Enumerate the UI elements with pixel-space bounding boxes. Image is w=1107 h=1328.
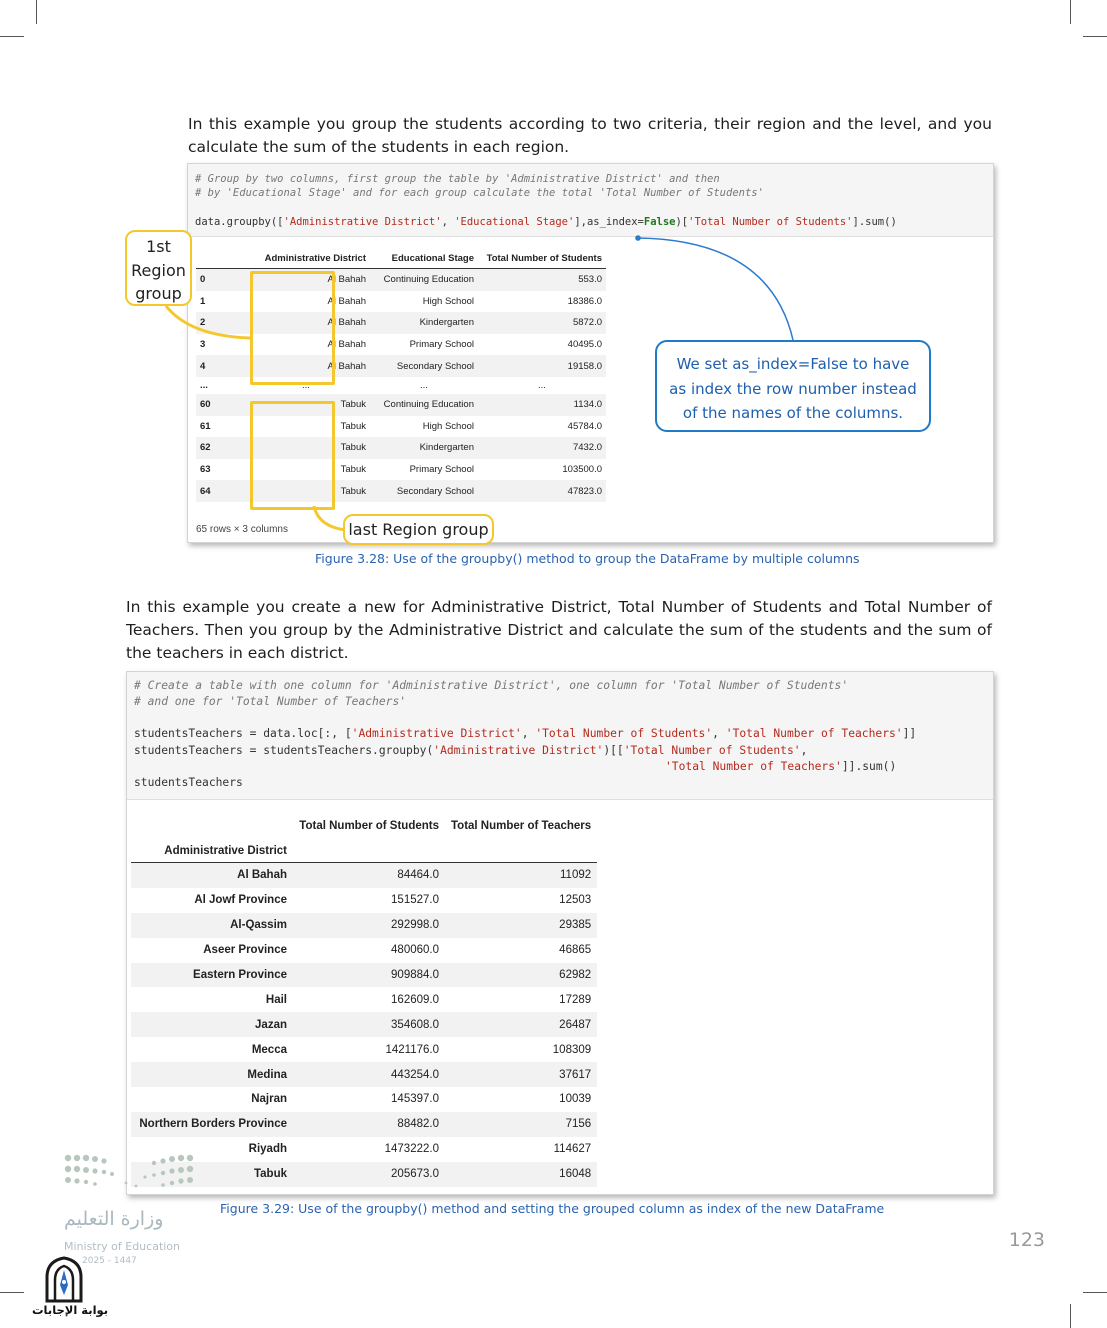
district-name-cell: Najran <box>251 1093 287 1106</box>
row-index: 62 <box>196 437 242 459</box>
stage-cell: Secondary School <box>370 355 478 377</box>
code-cell-2 <box>127 672 993 800</box>
district-cell: ... <box>302 379 310 391</box>
district-name-cell: Hail <box>265 993 287 1006</box>
district-name-cell: Al Bahah <box>131 863 293 888</box>
column-header: Total Number of Teachers <box>451 820 592 832</box>
teachers-cell: 7156 <box>445 1112 597 1137</box>
column-header: Administrative District <box>242 248 370 269</box>
teachers-cell: 108309 <box>552 1043 592 1056</box>
code-comment: # Group by two columns, first group the table by 'Administrative District' and then <box>195 173 720 185</box>
row-index: 61 <box>200 420 211 432</box>
code-comment: # and one for 'Total Number of Teachers' <box>134 695 407 708</box>
district-name-cell: Tabuk <box>131 1162 293 1187</box>
teachers-cell: 12503 <box>559 894 592 907</box>
stage-cell: Continuing Education <box>370 394 478 416</box>
table-row <box>131 863 597 888</box>
stage-cell: ... <box>420 379 428 391</box>
table-header-row <box>131 812 597 840</box>
students-cell: 40495.0 <box>567 339 602 351</box>
teachers-cell: 17289 <box>559 993 592 1006</box>
code-line: studentsTeachers <box>134 776 243 789</box>
teachers-cell: 26487 <box>445 1012 597 1037</box>
district-cell: Al Bahah <box>327 295 366 307</box>
gate-label: بوابة الإجابات <box>32 1303 109 1317</box>
students-cell: 205673.0 <box>293 1162 445 1187</box>
ministry-name-english: Ministry of Education <box>64 1240 181 1253</box>
students-cell: 909884.0 <box>293 963 445 988</box>
students-cell: 5872.0 <box>478 312 606 334</box>
students-cell: 84464.0 <box>293 863 445 888</box>
intro-paragraph-1: In this example you group the students according to two criteria, their region and the level, and you calculate the sum of the students in each region. <box>188 115 992 156</box>
row-index: ... <box>200 379 208 391</box>
teachers-cell: 10039 <box>559 1093 592 1106</box>
teachers-cell: 37617 <box>445 1062 597 1087</box>
last-region-callout: last Region group <box>343 514 494 545</box>
teachers-cell: 11092 <box>445 863 597 888</box>
first-region-callout: 1st Region group <box>125 230 192 306</box>
stage-cell: High School <box>422 420 474 432</box>
students-cell: 7432.0 <box>478 437 606 459</box>
row-index: 2 <box>196 312 242 334</box>
crop-mark <box>36 0 37 24</box>
column-header: Total Number of Students <box>299 820 439 832</box>
table-row <box>131 963 597 988</box>
table-row <box>131 1037 597 1062</box>
code-comment: # by 'Educational Stage' and for each group calculate the total 'Total Number of Students' <box>195 187 764 199</box>
last-region-highlight <box>250 401 335 510</box>
crop-mark <box>1070 0 1071 24</box>
row-index: 0 <box>196 269 242 291</box>
crop-mark <box>1083 1292 1107 1293</box>
stage-cell: Primary School <box>409 464 474 476</box>
district-cell: Tabuk <box>340 420 366 432</box>
index-name-header: Administrative District <box>131 840 293 863</box>
code-cell-1 <box>188 164 993 237</box>
district-name-cell: Eastern Province <box>131 963 293 988</box>
row-index: 1 <box>200 295 206 307</box>
teachers-cell: 62982 <box>445 963 597 988</box>
ministry-logo-dots <box>60 1150 200 1195</box>
index-header-row <box>131 840 597 863</box>
stage-cell: Kindergarten <box>370 312 478 334</box>
ministry-name-arabic: وزارة التعليم <box>64 1208 164 1230</box>
district-cell: Al Bahah <box>327 339 366 351</box>
table-row <box>131 1012 597 1037</box>
code-line: studentsTeachers = data.loc[:, ['Administrative District', 'Total Number of Students', 'Total Number of Teachers']] <box>134 727 917 740</box>
district-name-cell: Al Jowf Province <box>194 894 287 907</box>
teachers-cell: 16048 <box>445 1162 597 1187</box>
code-comment: # Create a table with one column for 'Administrative District', one column for 'Total Number of Students' <box>134 679 849 692</box>
students-cell: 103500.0 <box>562 464 602 476</box>
students-cell: 47823.0 <box>478 480 606 502</box>
figure-2-panel <box>126 671 994 1195</box>
row-index: 3 <box>200 339 206 351</box>
stage-cell: Kindergarten <box>370 437 478 459</box>
district-summary-table <box>131 812 597 1187</box>
stage-cell: Primary School <box>409 339 474 351</box>
students-cell: 443254.0 <box>293 1062 445 1087</box>
table-row <box>131 938 597 963</box>
crop-mark <box>0 36 24 37</box>
table-shape: 65 rows × 3 columns <box>196 524 288 535</box>
row-index: 63 <box>200 464 211 476</box>
students-cell: 354608.0 <box>293 1012 445 1037</box>
table-row <box>131 987 597 1012</box>
students-cell: 292998.0 <box>293 913 445 938</box>
table-header-row <box>196 248 606 269</box>
crop-mark <box>1070 1304 1071 1328</box>
district-cell: Tabuk <box>242 437 370 459</box>
students-cell: 45784.0 <box>567 420 602 432</box>
stage-cell: Continuing Education <box>370 269 478 291</box>
district-cell: Tabuk <box>340 464 366 476</box>
students-cell: 18386.0 <box>567 295 602 307</box>
teachers-cell: 46865 <box>559 944 592 957</box>
students-cell: 1421176.0 <box>385 1043 439 1056</box>
students-cell: ... <box>538 379 546 391</box>
students-cell: 1473222.0 <box>384 1143 439 1156</box>
column-header: Total Number of Students <box>478 248 606 269</box>
district-cell: Tabuk <box>242 394 370 416</box>
students-cell: 151527.0 <box>391 894 439 907</box>
table-row <box>131 888 597 913</box>
students-cell: 19158.0 <box>478 355 606 377</box>
row-index: 64 <box>196 480 242 502</box>
table-row <box>131 913 597 938</box>
table-row <box>131 1087 597 1112</box>
row-index: 60 <box>196 394 242 416</box>
students-cell: 88482.0 <box>293 1112 445 1137</box>
students-cell: 145397.0 <box>391 1093 439 1106</box>
figure-2-caption: Figure 3.29: Use of the groupby() method and setting the grouped column as index of the new DataFrame <box>220 1201 885 1216</box>
table-row <box>131 1162 597 1187</box>
ministry-year: 2025 - 1447 <box>82 1256 137 1266</box>
teachers-cell: 29385 <box>445 913 597 938</box>
district-name-cell: Riyadh <box>248 1143 287 1156</box>
table-row <box>131 1137 597 1162</box>
district-cell: Al Bahah <box>242 355 370 377</box>
table-row <box>131 1062 597 1087</box>
students-cell: 162609.0 <box>391 993 439 1006</box>
students-cell: 480060.0 <box>391 944 439 957</box>
intro-paragraph-2: In this example you create a new for Administrative District, Total Number of Students and Total Number of Teachers. Then you group by the Administrative District and calculate the sum of the students and the sum of the teachers in each district. <box>126 598 992 662</box>
district-name-cell: Medina <box>131 1062 293 1087</box>
crop-mark <box>1083 36 1107 37</box>
district-name-cell: Aseer Province <box>203 944 287 957</box>
code-line: data.groupby(['Administrative District', 'Educational Stage'],as_index=False)['Total Number of Students'].sum() <box>195 216 897 228</box>
crop-mark <box>0 1292 24 1293</box>
stage-cell: High School <box>422 295 474 307</box>
students-cell: 553.0 <box>478 269 606 291</box>
first-region-highlight <box>250 271 335 385</box>
district-cell: Al Bahah <box>242 269 370 291</box>
district-cell: Tabuk <box>242 480 370 502</box>
table-row <box>131 1112 597 1137</box>
as-index-note: We set as_index=False to have as index the row number instead of the names of the columns. <box>655 340 931 432</box>
page-number: 123 <box>1008 1229 1045 1251</box>
district-name-cell: Northern Borders Province <box>131 1112 293 1137</box>
code-line: studentsTeachers = studentsTeachers.groupby('Administrative District')[['Total Number of Students', <box>134 744 808 757</box>
figure-1-caption: Figure 3.28: Use of the groupby() method to group the DataFrame by multiple columns <box>315 551 860 566</box>
students-cell: 1134.0 <box>478 394 606 416</box>
row-index: 4 <box>196 355 242 377</box>
teachers-cell: 114627 <box>553 1143 592 1156</box>
column-header: Educational Stage <box>370 248 478 269</box>
district-cell: Al Bahah <box>242 312 370 334</box>
gate-logo-icon <box>43 1255 85 1303</box>
district-name-cell: Jazan <box>131 1012 293 1037</box>
district-name-cell: Mecca <box>251 1043 287 1056</box>
district-name-cell: Al-Qassim <box>131 913 293 938</box>
code-line: 'Total Number of Teachers']].sum() <box>665 760 897 773</box>
stage-cell: Secondary School <box>370 480 478 502</box>
